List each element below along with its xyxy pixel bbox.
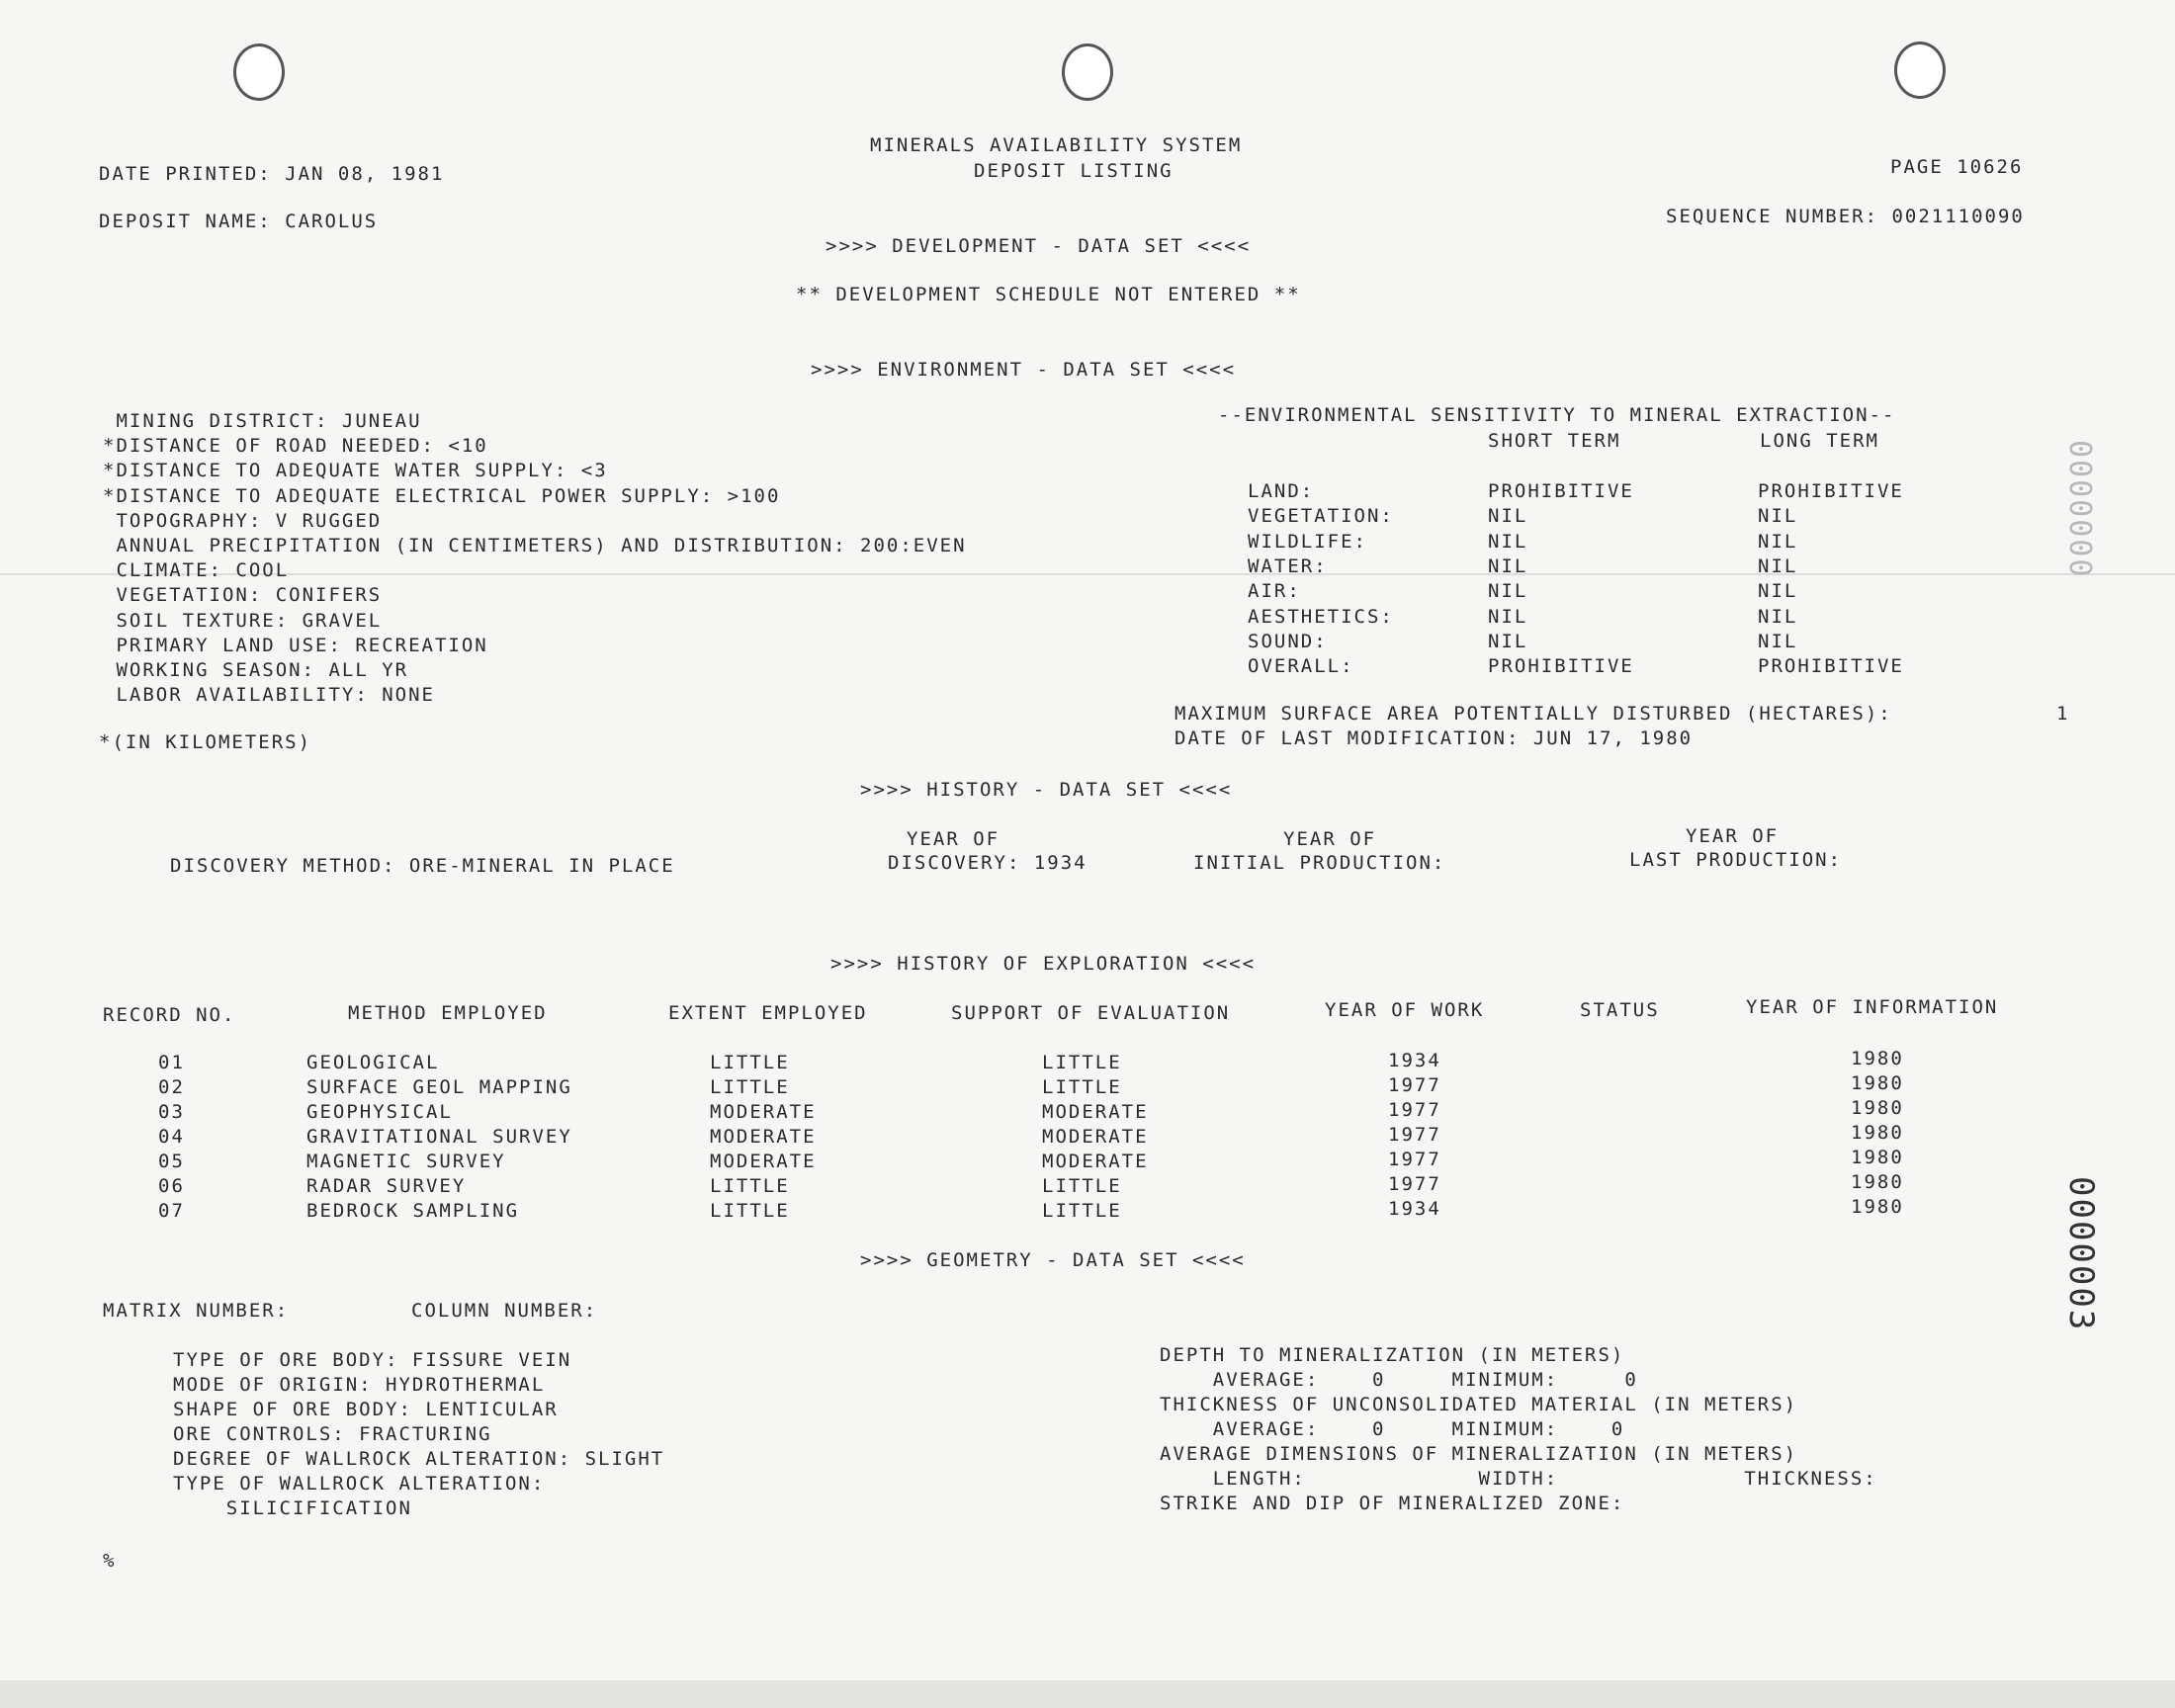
environment-line: CLIMATE: COOL <box>103 559 290 582</box>
geometry-line: TYPE OF WALLROCK ALTERATION: <box>173 1473 546 1494</box>
extent-employed: LITTLE <box>710 1076 790 1098</box>
geometry-dimension-line: THICKNESS OF UNCONSOLIDATED MATERIAL (IN METERS) <box>1160 1394 1798 1415</box>
geometry-line: SHAPE OF ORE BODY: LENTICULAR <box>173 1399 559 1420</box>
sensitivity-factor: LAND: <box>1248 480 1315 502</box>
year-of-information: 1980 <box>1851 1097 1904 1119</box>
sensitivity-short-term: NIL <box>1488 505 1528 528</box>
sensitivity-short-term: NIL <box>1488 605 1528 628</box>
last-production: LAST PRODUCTION: <box>1629 849 1843 871</box>
environment-line: ANNUAL PRECIPITATION (IN CENTIMETERS) AND DISTRIBUTION: 200:EVEN <box>103 535 967 556</box>
geometry-dimension-line: STRIKE AND DIP OF MINERALIZED ZONE: <box>1160 1493 1625 1514</box>
environment-heading: >>>> ENVIRONMENT - DATA SET <<<< <box>811 359 1237 381</box>
fold-line <box>0 573 2175 575</box>
record-no: 05 <box>158 1151 185 1172</box>
geometry-dimension-line: AVERAGE DIMENSIONS OF MINERALIZATION (IN METERS) <box>1160 1443 1798 1465</box>
year-of-work: 1977 <box>1388 1074 1441 1096</box>
environment-line: *DISTANCE TO ADEQUATE WATER SUPPLY: <3 <box>103 460 608 482</box>
system-title: MINERALS AVAILABILITY SYSTEM <box>870 134 1243 156</box>
record-no: 01 <box>158 1052 185 1073</box>
col-year-of-work: YEAR OF WORK <box>1325 999 1485 1021</box>
geometry-heading: >>>> GEOMETRY - DATA SET <<<< <box>860 1249 1246 1271</box>
year-of-work: 1977 <box>1388 1124 1441 1146</box>
initial-production: INITIAL PRODUCTION: <box>1193 852 1446 874</box>
col-extent-employed: EXTENT EMPLOYED <box>668 1002 868 1024</box>
date-printed: DATE PRINTED: JAN 08, 1981 <box>99 163 445 185</box>
binder-hole-left <box>233 43 285 101</box>
extent-employed: MODERATE <box>710 1126 817 1148</box>
max-surface-value: 1 <box>2056 703 2070 725</box>
sensitivity-factor: AIR: <box>1248 580 1301 603</box>
deposit-name: DEPOSIT NAME: CAROLUS <box>99 211 379 232</box>
listing-title: DEPOSIT LISTING <box>974 160 1174 182</box>
method-employed: MAGNETIC SURVEY <box>306 1151 506 1172</box>
environment-line: *DISTANCE TO ADEQUATE ELECTRICAL POWER SUPPLY: >100 <box>103 484 781 507</box>
col-method-employed: METHOD EMPLOYED <box>348 1002 548 1024</box>
year-of-work: 1934 <box>1388 1198 1441 1220</box>
year-of-initial-label: YEAR OF <box>1283 828 1377 850</box>
col-support-of-evaluation: SUPPORT OF EVALUATION <box>951 1002 1231 1024</box>
method-employed: SURFACE GEOL MAPPING <box>306 1076 572 1098</box>
support-of-evaluation: MODERATE <box>1042 1126 1149 1148</box>
discovery-year: DISCOVERY: 1934 <box>888 852 1088 874</box>
record-no: 07 <box>158 1200 185 1222</box>
binder-hole-right <box>1894 42 1946 99</box>
page-bottom-edge <box>0 1680 2175 1708</box>
col-record-no: RECORD NO. <box>103 1004 236 1026</box>
sensitivity-short-term: PROHIBITIVE <box>1488 480 1634 502</box>
geometry-dimension-line: DEPTH TO MINERALIZATION (IN METERS) <box>1160 1344 1625 1366</box>
method-employed: GEOLOGICAL <box>306 1052 440 1073</box>
max-surface-area: MAXIMUM SURFACE AREA POTENTIALLY DISTURBED (HECTARES): <box>1174 703 1892 725</box>
geometry-line: MODE OF ORIGIN: HYDROTHERMAL <box>173 1374 546 1396</box>
geometry-dimension-line: LENGTH: WIDTH: THICKNESS: <box>1160 1468 1877 1490</box>
sensitivity-long-term: NIL <box>1758 630 1798 652</box>
year-of-work: 1934 <box>1388 1050 1441 1071</box>
year-of-work: 1977 <box>1388 1149 1441 1170</box>
sensitivity-short-term: PROHIBITIVE <box>1488 655 1634 678</box>
col-year-of-information: YEAR OF INFORMATION <box>1746 996 1999 1018</box>
sensitivity-factor: WILDLIFE: <box>1248 530 1367 553</box>
environment-line: SOIL TEXTURE: GRAVEL <box>103 609 383 632</box>
page-number: PAGE 10626 <box>1890 156 2024 178</box>
environment-footnote: *(IN KILOMETERS) <box>99 731 312 753</box>
short-term-header: SHORT TERM <box>1488 430 1621 452</box>
support-of-evaluation: LITTLE <box>1042 1052 1122 1073</box>
exploration-heading: >>>> HISTORY OF EXPLORATION <<<< <box>830 953 1257 975</box>
year-of-information: 1980 <box>1851 1122 1904 1144</box>
geometry-line: DEGREE OF WALLROCK ALTERATION: SLIGHT <box>173 1448 665 1470</box>
year-of-information: 1980 <box>1851 1072 1904 1094</box>
extent-employed: LITTLE <box>710 1200 790 1222</box>
geometry-line: TYPE OF ORE BODY: FISSURE VEIN <box>173 1349 572 1371</box>
year-of-work: 1977 <box>1388 1099 1441 1121</box>
method-employed: RADAR SURVEY <box>306 1175 467 1197</box>
year-of-information: 1980 <box>1851 1196 1904 1218</box>
faint-stamp-number: 0000000 <box>2062 440 2097 579</box>
environment-line: MINING DISTRICT: JUNEAU <box>103 410 422 432</box>
extent-employed: MODERATE <box>710 1151 817 1172</box>
sensitivity-short-term: NIL <box>1488 555 1528 577</box>
sensitivity-factor: SOUND: <box>1248 630 1328 652</box>
last-modification: DATE OF LAST MODIFICATION: JUN 17, 1980 <box>1174 727 1694 749</box>
year-of-last-label: YEAR OF <box>1686 825 1780 847</box>
sensitivity-long-term: PROHIBITIVE <box>1758 480 1904 502</box>
year-of-work: 1977 <box>1388 1173 1441 1195</box>
sensitivity-long-term: PROHIBITIVE <box>1758 655 1904 678</box>
support-of-evaluation: MODERATE <box>1042 1101 1149 1123</box>
extent-employed: MODERATE <box>710 1101 817 1123</box>
environment-line: PRIMARY LAND USE: RECREATION <box>103 634 488 656</box>
support-of-evaluation: LITTLE <box>1042 1200 1122 1222</box>
support-of-evaluation: LITTLE <box>1042 1076 1122 1098</box>
stamp-number: 0000003 <box>2061 1176 2101 1332</box>
sensitivity-title: --ENVIRONMENTAL SENSITIVITY TO MINERAL EXTRACTION-- <box>1218 404 1896 426</box>
sequence-number: SEQUENCE NUMBER: 0021110090 <box>1666 206 2025 227</box>
geometry-line: ORE CONTROLS: FRACTURING <box>173 1423 492 1445</box>
col-status: STATUS <box>1580 999 1660 1021</box>
sensitivity-factor: AESTHETICS: <box>1248 605 1394 628</box>
year-of-information: 1980 <box>1851 1048 1904 1069</box>
history-heading: >>>> HISTORY - DATA SET <<<< <box>860 779 1233 801</box>
year-of-discovery-label: YEAR OF <box>907 828 1000 850</box>
record-no: 03 <box>158 1101 185 1123</box>
geometry-dimension-line: AVERAGE: 0 MINIMUM: 0 <box>1160 1418 1625 1440</box>
extent-employed: LITTLE <box>710 1175 790 1197</box>
sensitivity-long-term: NIL <box>1758 530 1798 553</box>
geometry-dimension-line: AVERAGE: 0 MINIMUM: 0 <box>1160 1369 1638 1391</box>
sensitivity-long-term: NIL <box>1758 555 1798 577</box>
binder-hole-center <box>1062 43 1113 101</box>
sensitivity-long-term: NIL <box>1758 580 1798 603</box>
sensitivity-factor: VEGETATION: <box>1248 505 1394 528</box>
method-employed: GEOPHYSICAL <box>306 1101 453 1123</box>
record-no: 02 <box>158 1076 185 1098</box>
environment-line: LABOR AVAILABILITY: NONE <box>103 684 435 707</box>
environment-line: *DISTANCE OF ROAD NEEDED: <10 <box>103 435 488 458</box>
environment-line: WORKING SEASON: ALL YR <box>103 659 409 681</box>
environment-line: TOPOGRAPHY: V RUGGED <box>103 509 383 532</box>
record-no: 06 <box>158 1175 185 1197</box>
end-mark: % <box>103 1550 117 1572</box>
column-number: COLUMN NUMBER: <box>411 1300 598 1322</box>
support-of-evaluation: LITTLE <box>1042 1175 1122 1197</box>
sensitivity-long-term: NIL <box>1758 505 1798 528</box>
development-note: ** DEVELOPMENT SCHEDULE NOT ENTERED ** <box>796 284 1301 305</box>
matrix-number: MATRIX NUMBER: <box>103 1300 290 1322</box>
support-of-evaluation: MODERATE <box>1042 1151 1149 1172</box>
method-employed: GRAVITATIONAL SURVEY <box>306 1126 572 1148</box>
geometry-line: SILICIFICATION <box>173 1497 412 1519</box>
extent-employed: LITTLE <box>710 1052 790 1073</box>
discovery-method: DISCOVERY METHOD: ORE-MINERAL IN PLACE <box>170 855 675 877</box>
year-of-information: 1980 <box>1851 1171 1904 1193</box>
record-no: 04 <box>158 1126 185 1148</box>
development-heading: >>>> DEVELOPMENT - DATA SET <<<< <box>826 235 1252 257</box>
sensitivity-factor: OVERALL: <box>1248 655 1354 678</box>
sensitivity-short-term: NIL <box>1488 630 1528 652</box>
long-term-header: LONG TERM <box>1760 430 1879 452</box>
year-of-information: 1980 <box>1851 1147 1904 1168</box>
method-employed: BEDROCK SAMPLING <box>306 1200 520 1222</box>
environment-line: VEGETATION: CONIFERS <box>103 584 383 607</box>
sensitivity-long-term: NIL <box>1758 605 1798 628</box>
sensitivity-short-term: NIL <box>1488 530 1528 553</box>
sensitivity-short-term: NIL <box>1488 580 1528 603</box>
sensitivity-factor: WATER: <box>1248 555 1328 577</box>
